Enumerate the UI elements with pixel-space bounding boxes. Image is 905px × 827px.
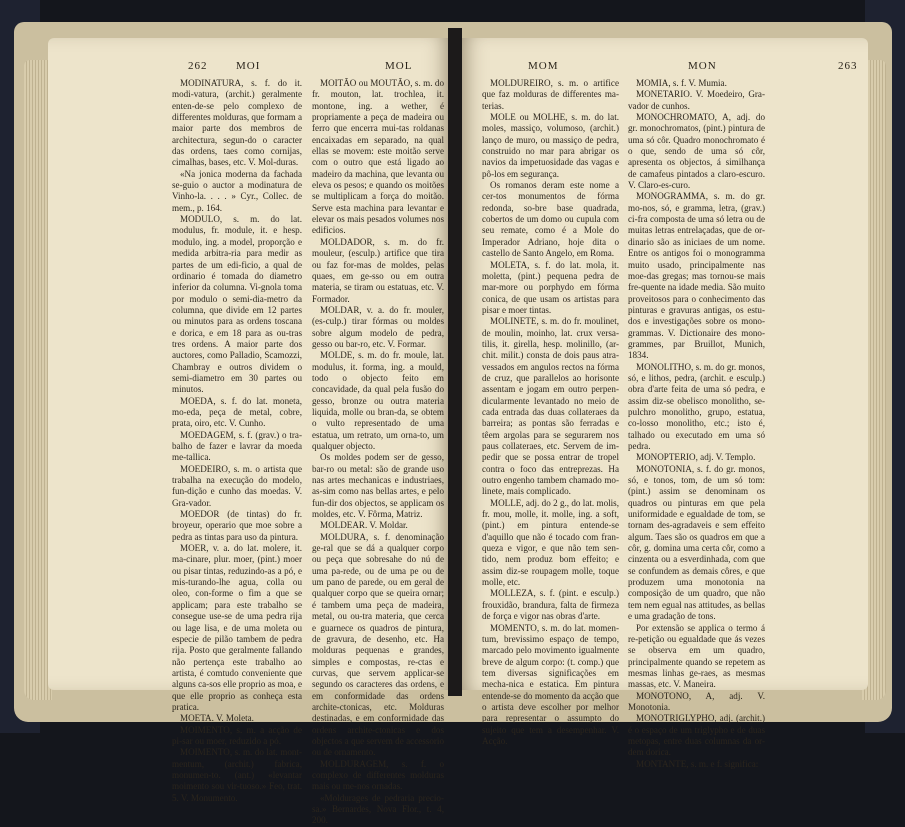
dictionary-entry: MOLDEAR. V. Moldar. — [320, 520, 408, 531]
dictionary-entry: MONOGRAMMA, s. m. do gr. mo-nos, só, e gramma, letra, (grav.) ci-fra composta de uma só letra ou de muitas letras entrelaçadas, que de or-dinario são as iniciaes de um nome. Entre os antigos foi o monogramma muito usado, principalmente nas moe-das gregas; mas tornou-se mais fre-quente na idade media. São muito proveitosos para o conhecimento das pinturas e gravuras antigas, os estu-dos e investigações sobre os mono-grammas. V. Dictionaire des mono-grammes, par Bruillot, Munich, 1834. — [628, 191, 765, 361]
dictionary-entry: «Moldurages de pedraria precio-sa.» Bernardes, Nova Flor., t. 4, 200. — [312, 792, 444, 826]
dictionary-entry: MOLDURAGEM, s. f. o complexo de differentes molduras mais ou me-nos ornadas. — [312, 758, 444, 792]
dictionary-entry: MONOTRIGLYPHO, adj. (archit.) é o espaço de um triglypho e de duas metopas, entre duas columnas da or-dem dorica. — [628, 713, 765, 758]
left-page-column-2 — [312, 78, 444, 826]
dictionary-entry: MOEDEIRO, s. m. o artista que trabalha na execução do modelo, fun-dição e cunho das moedas. V. Gra-vador. — [172, 463, 302, 508]
left-header-right: MOL — [385, 60, 413, 72]
dictionary-entry: MOIMENTO, s. m. do lat. mont-mentum, (archit.) fabrica, monumen-to. (ant.) «levantar moimento sou vir-tuoso.» Feo, trat. 5. V. Monumento. — [172, 747, 302, 803]
dictionary-entry: MOLINETE, s. m. do fr. moulinet, de moulin, moinho, lat. crux versa-tilis, it. girella, hesp. molinillo, (ar-chit. milit.) consta de dois paus atra-vessados em angulos rectos na fórma de cruz, que parallelos ao horisonte assentam e jogam em outro perpen-dicularmente levantado no meio de cada entrada das duas collateraes da barreira; as pontas são ferradas e têem argolas para se segurarem nos paus collateraes, etc. Servem de im-pedir que se possa entrar de tropel contra o foco das entreprezas. Ha outro engenho tambem chamado mo-linete, mais complicado. — [482, 316, 619, 497]
dictionary-entry: MOLDAR, v. a. do fr. mouler, (es-culp.) tirar fórmas ou moldes sobre algum modelo de pedra, gesso ou bar-ro, etc. V. Formar. — [312, 304, 444, 349]
dictionary-entry: MONOPTERIO, adj. V. Templo. — [636, 452, 756, 463]
dictionary-entry: MONOTONIA, s. f. do gr. monos, só, e tonos, tom, de um só tom: (pint.) assim se denominam os quadros ou pinturas em que pela uniformidade e egualdade de tom, se tornam des-agradaveis e sem effeito algum. Taes são os quadros em que a côr, g. domina uma certa côr, como a cinzenta ou a esverdinhada, com que se confundem as demais côres, e que produzem uma monotonia na composição de um quadro, que não tem nem egual nas attitudes, as bellas e uma gradação de tons. — [628, 463, 765, 622]
dictionary-entry: Os moldes podem ser de gesso, bar-ro ou metal: são de grande uso nas artes mechanicas e industriaes, as-sim como nas bellas artes, e pelo fun-dir dos objectos, se applicam os moldes, etc. V. Fôrma, Matriz. — [312, 452, 444, 520]
dictionary-entry: Por extensão se applica o termo á re-petição ou egualdade que ás vezes se observa em um quadro, principalmente quando se repetem as mesmas linhas ge-raes, as mesmas massas, etc. V. Maneira. — [628, 622, 765, 690]
dictionary-entry: MOLE ou MOLHE, s. m. do lat. moles, massiço, volumoso, (archit.) lanço de muro, ou massiço de pedra, construido no mar para abrigar os navios da impetuosidade das vagas e pô-los em segurança. — [482, 112, 619, 179]
book-gutter — [448, 28, 462, 696]
dictionary-entry: MOLDUREIRO, s. m. o artifice que faz molduras de differentes ma-terias. — [482, 78, 619, 111]
dictionary-entry: MOLDADOR, s. m. do fr. mouleur, (esculp.) artifice que tira ou faz for-mas de moldes, pelas quaes, em ge-sso ou em outra materia, se tiram ou estatuas, etc. V. Formador. — [312, 236, 444, 304]
dictionary-entry: MOMIA, s. f. V. Mumia. — [636, 78, 727, 88]
dictionary-entry: MONETARIO. V. Moedeiro, Gra-vador de cunhos. — [628, 89, 765, 111]
dictionary-entry: MOEDA, s. f. do lat. moneta, mo-eda, peça de metal, cobre, prata, oiro, etc. V. Cunho. — [172, 395, 302, 429]
dictionary-entry: Os romanos deram este nome a cer-tos monumentos de fórma redonda, so-bre base quadrada, cobertos de um domo ou cupula com seu remate, como é a Mole do Imperador Adriano, hoje dita o castello de Santo Angelo, em Roma. — [482, 180, 619, 259]
left-header-left: MOI — [236, 60, 261, 72]
right-header-left: MOM — [528, 60, 559, 72]
right-page-column-2 — [628, 78, 765, 769]
dictionary-entry: MOLLEZA, s. f. (pint. e esculp.) frouxidão, brandura, falta de firmeza de força e vigor nas obras d'arte. — [482, 588, 619, 622]
dictionary-entry: «Na jonica moderna da fachada se-guio o auctor a modinatura de Vinho-la. . . . » Cyr., Collec. de mem., p. 164. — [172, 168, 302, 213]
dictionary-entry: MONTANTE, s. m. e f. significa: — [636, 758, 759, 769]
dictionary-entry: MOLLE, adj. do 2 g., do lat. molis, fr. mou, molle, it. molle, ing. a soft, (pint.) em pintura entende-se d'aquillo que não é tocado com fran-queza e vigor, e que não tem sen-tido, nem produz bom effeito; e assim diz-se roupagem molle, toque molle, etc. — [482, 497, 619, 588]
dictionary-entry: MOETA. V. Moleta. — [180, 713, 254, 724]
dictionary-entry: MONOLITHO, s. m. do gr. monos, só, e lithos, pedra, (archit. e esculp.) obra d'arte feita de uma só pedra, e assim diz-se obelisco monolitho, se-pulchro monolitho, grupo, estatua, co-losso monolitho, etc.; isto é, talhado ou executado em uma só pedra. — [628, 361, 765, 451]
right-page-number: 263 — [838, 60, 858, 72]
dictionary-entry: MONOCHROMATO, A, adj. do gr. monochromatos, (pint.) pintura de uma só côr. Quadro monochromato é o que, sendo de uma só côr, apresenta os objectos, á similhança de camafeus pintados a claro-escuro. V. Claro-es-curo. — [628, 112, 765, 191]
dictionary-entry: MOIMENTO, s. m. a acção de pi-sar ou moer, reduzido a pó. — [172, 724, 302, 746]
dictionary-entry: MOLDURA, s. f. denominação ge-ral que se dá a qualquer corpo ou peça que sobresahe do nú de uma pa-rede, ou de uma pe ou de um pano de parede, ou em geral de qualquer corpo que se queira ornar; é tambem uma peça de madeira, metal, ou ou-tra materia, que cerca e guarnece os quadros de pintura, de gravura, de desenho, etc. Ha molduras pequenas e grandes, simples e compostas, re-ctas e curvas, que servem applicar-se segundo os caracteres das ordens, e em conformidade das ordens archite-ctonicas, etc. Molduras destinadas, e em conformidade das ordens archite-ctonicas e dos objectos a que servem de accessorio ou de ornamento. — [312, 531, 444, 758]
right-page-column-1 — [482, 78, 619, 746]
dictionary-entry: MOMENTO, s. m. do lat. momen-tum, brevissimo espaço de tempo, marcado pelo movimento igualmente breve de algum corpo: (t. comp.) que tem diversas significações em mecha-nica e estatica. Em pintura entende-se do momento da acção que o artista deve escolher por melhor para representar o assumpto do sujeito que tem a desempenhar. V. Acção. — [482, 622, 619, 746]
dictionary-entry: MOER, v. a. do lat. molere, it. ma-cinare, plur. moer, (pint.) moer ou pisar tintas, reduzindo-as a pó, e mis-turando-lhe agua, colla ou oleo, con-forme o fim a que se applicam; para este trabalho se consegue use-se de uma pedra rija ou lage lisa, e de uma moleta ou especie de pilão tambem de pedra rija. Posto que geralmente fallando não pertença este trabalho ao artista, é comtudo conveniente que alguns ca-sos elle proprio as moa, e que elle proprio as conheça esta pratica. — [172, 543, 302, 712]
dictionary-entry: MOLETA, s. f. do lat. mola, it. moletta, (pint.) pequena pedra de mar-more ou porphydo em fórma conica, de que usam os artistas para pisar e moer tintas. — [482, 259, 619, 315]
dictionary-entry: MOEDOR (de tintas) do fr. broyeur, operario que moe sobre a pedra as tintas para uso da pintura. — [172, 509, 302, 542]
right-header-right: MON — [688, 60, 717, 72]
dictionary-entry: MOLDE, s. m. do fr. moule, lat. modulus, it. forma, ing. a mould, todo o objecto feito em concavidade, da qual pela fusão do gesso, bronze ou outra materia liquida, molle ou bran-da, se obtem o vulto representado de uma estatua, um retrato, um orna-to, um qualquer objecto. — [312, 350, 444, 451]
left-page-column-1 — [172, 78, 302, 803]
dictionary-entry: MONOTONO, A, adj. V. Monotonia. — [628, 690, 765, 712]
dictionary-entry: MOITÃO ou MOUTÃO, s. m. do fr. mouton, lat. trochlea, it. montone, ing. a wether, é propriamente a peça de madeira ou ferro que encerra mui-tas roldanas encaixadas em separado, na qual ellas se movem: este moitão serve com o outro que está ligado ao madeiro da machina, que levanta ou eleva os pesos; e quando os moitões se multiplicam a força do moitão. Serve esta machina para levantar e elevar os mais pesados volumes nos edificios. — [312, 78, 444, 236]
dictionary-entry: MODULO, s. m. do lat. modulus, fr. module, it. e hesp. modulo, ing. a model, proporção e medida arbitra-ria para medir as partes de um edi-ficio, a qual de ordinario é tomada do diametro inferior da columna. Vi-gnola toma por modulo o semi-dia-metro da columna, que divide em 12 partes ou minutos para as ordens toscana e dorica, e em 18 para as ou-tras tres ordens. A maior parte dos auctores, como Palladio, Scamozzi, Chambray e outros dividem o semi-diametro em 30 partes ou minutos. — [172, 214, 302, 395]
dictionary-entry: MODINATURA, s. f. do it. modi-vatura, (archit.) geralmente enten-de-se pelo complexo de differentes molduras, que formam a maior parte dos membros de architectura, segun-do o caracter das ordens, taes como cornijas, cimalhas, bases, etc. V. Mol-duras. — [172, 78, 302, 168]
dictionary-entry: MOEDAGEM, s. f. (grav.) o tra-balho de fazer e lavrar da moeda me-tallica. — [172, 429, 302, 463]
left-page-number: 262 — [188, 60, 208, 72]
